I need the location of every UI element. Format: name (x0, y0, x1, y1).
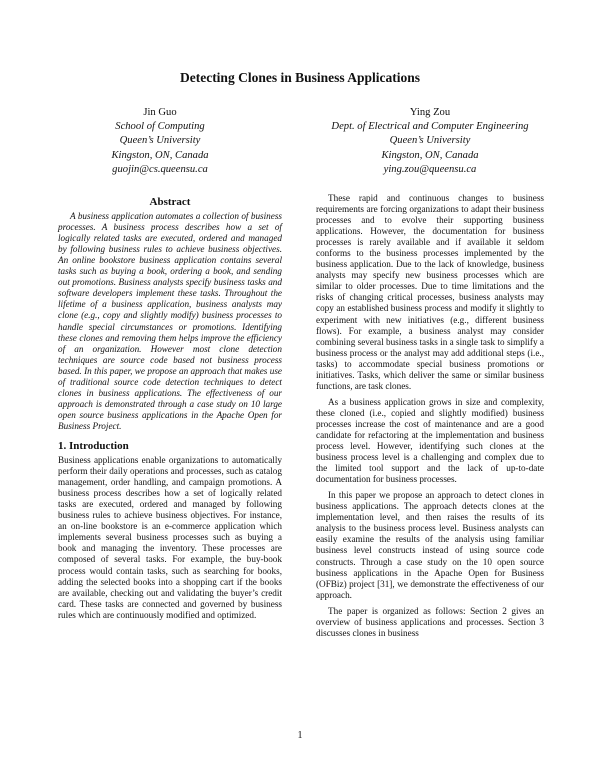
author-email: guojin@cs.queensu.ca (112, 163, 208, 175)
author-block-1 (40, 106, 280, 177)
author-name: Ying Zou (409, 107, 451, 118)
abstract-text: A business application automates a collection of business processes. A business process describes how a set of logically related tasks are executed, ordered and managed by following business rules to achieve business objectives. An online bookstore business application contains several tasks such as buying a book, ordering a book, and sending out promotions. Business analysts specify business tasks and software developers implement these tasks. Throughout the lifetime of a business application, business analysts may clone (e.g., copy and slightly modify) business processes to handle special circumstances or promotions. Identifying these clones and removing them helps improve the efficiency of an organization. However most clone detection techniques are source code based not business process based. In this paper, we propose an approach that makes use of traditional source code detection techniques to detect clones in business applications. The effectiveness of our approach is demonstrated through a case study on 10 large open source business applications in the Apache Open for Business Project. (58, 211, 282, 431)
author-department: School of Computing (115, 121, 205, 133)
body-paragraph: These rapid and continuous changes to business requirements are forcing organizations to adapt their business processes and to evolve their supporting business applications. However, the documentation for business processes is rarely available and if available it seldom conforms to the business processes implemented by the business application. Due to the lack of knowledge, business analysts may specify new business processes which are similar to older processes. Due to time limitations and the risks of changing critical processes, business analysts may copy an established business process and modify it slightly to experiment with new initiatives (e.g., different business flows). For example, a business analyst may consider combining several business tasks in a single task to simplify a business process or the analyst may add additional steps (i.e., tasks) to accommodate special business promotions or initiatives. Tasks, which deliver the same or similar business functions, are task clones. (316, 193, 544, 391)
author-university: Queen’s University (119, 135, 201, 147)
author-university: Queen’s University (389, 135, 471, 147)
left-column (58, 193, 282, 621)
introduction-heading: 1. Introduction (58, 439, 129, 452)
author-name: Jin Guo (143, 107, 177, 118)
paper-title: Detecting Clones in Business Applications (179, 70, 421, 85)
abstract-heading: Abstract (149, 196, 191, 208)
page-number: 1 (297, 730, 303, 741)
author-email: ying.zou@queensu.ca (383, 163, 477, 175)
body-paragraph: In this paper we propose an approach to detect clones in business applications. The approach detects clones at the implementation level, and then raises the results of its analysis to the business process level. Business analysts can easily examine the results of the analysis using familiar business level constructs instead of using source code constructs. Through a case study on the 10 open source business applications in the Apache Open for Business (OFBiz) project [31], we demonstrate the effectiveness of our approach. (316, 490, 544, 600)
author-city: Kingston, ON, Canada (381, 149, 479, 161)
body-paragraph: As a business application grows in size and complexity, these cloned (i.e., copied and slightly modified) business processes increase the cost of maintenance and are a good candidate for refactoring at the implementation and business process level. However, identifying such clones at the business process level is a challenging and complex due to the limited tool support and the lack of up-to-date documentation for business processes. (316, 396, 544, 485)
right-column (316, 193, 544, 644)
introduction-paragraph: Business applications enable organizations to automatically perform their daily operations and processes, such as catalog management, order handling, and campaign promotions. A business process describes how a set of logically related tasks are executed, ordered and managed by following business rules to achieve business objectives. For instance, an on-line bookstore is an e-commerce application which implements several business processes such as buying a book and managing the inventory. These processes are composed of several tasks. For example, the buy-book process would contain tasks, such as searching for books, adding the selected books into a shopping cart if the books are available, checking out and validating the buyer’s credit card. These tasks are connected and governed by business rules which are continuously modified and optimized. (58, 455, 282, 620)
body-paragraph: The paper is organized as follows: Section 2 gives an overview of business applications and processes. Section 3 discusses clones in business (316, 605, 544, 638)
author-department: Dept. of Electrical and Computer Engineering (331, 121, 529, 133)
author-city: Kingston, ON, Canada (111, 149, 209, 161)
author-block-2 (320, 106, 540, 177)
